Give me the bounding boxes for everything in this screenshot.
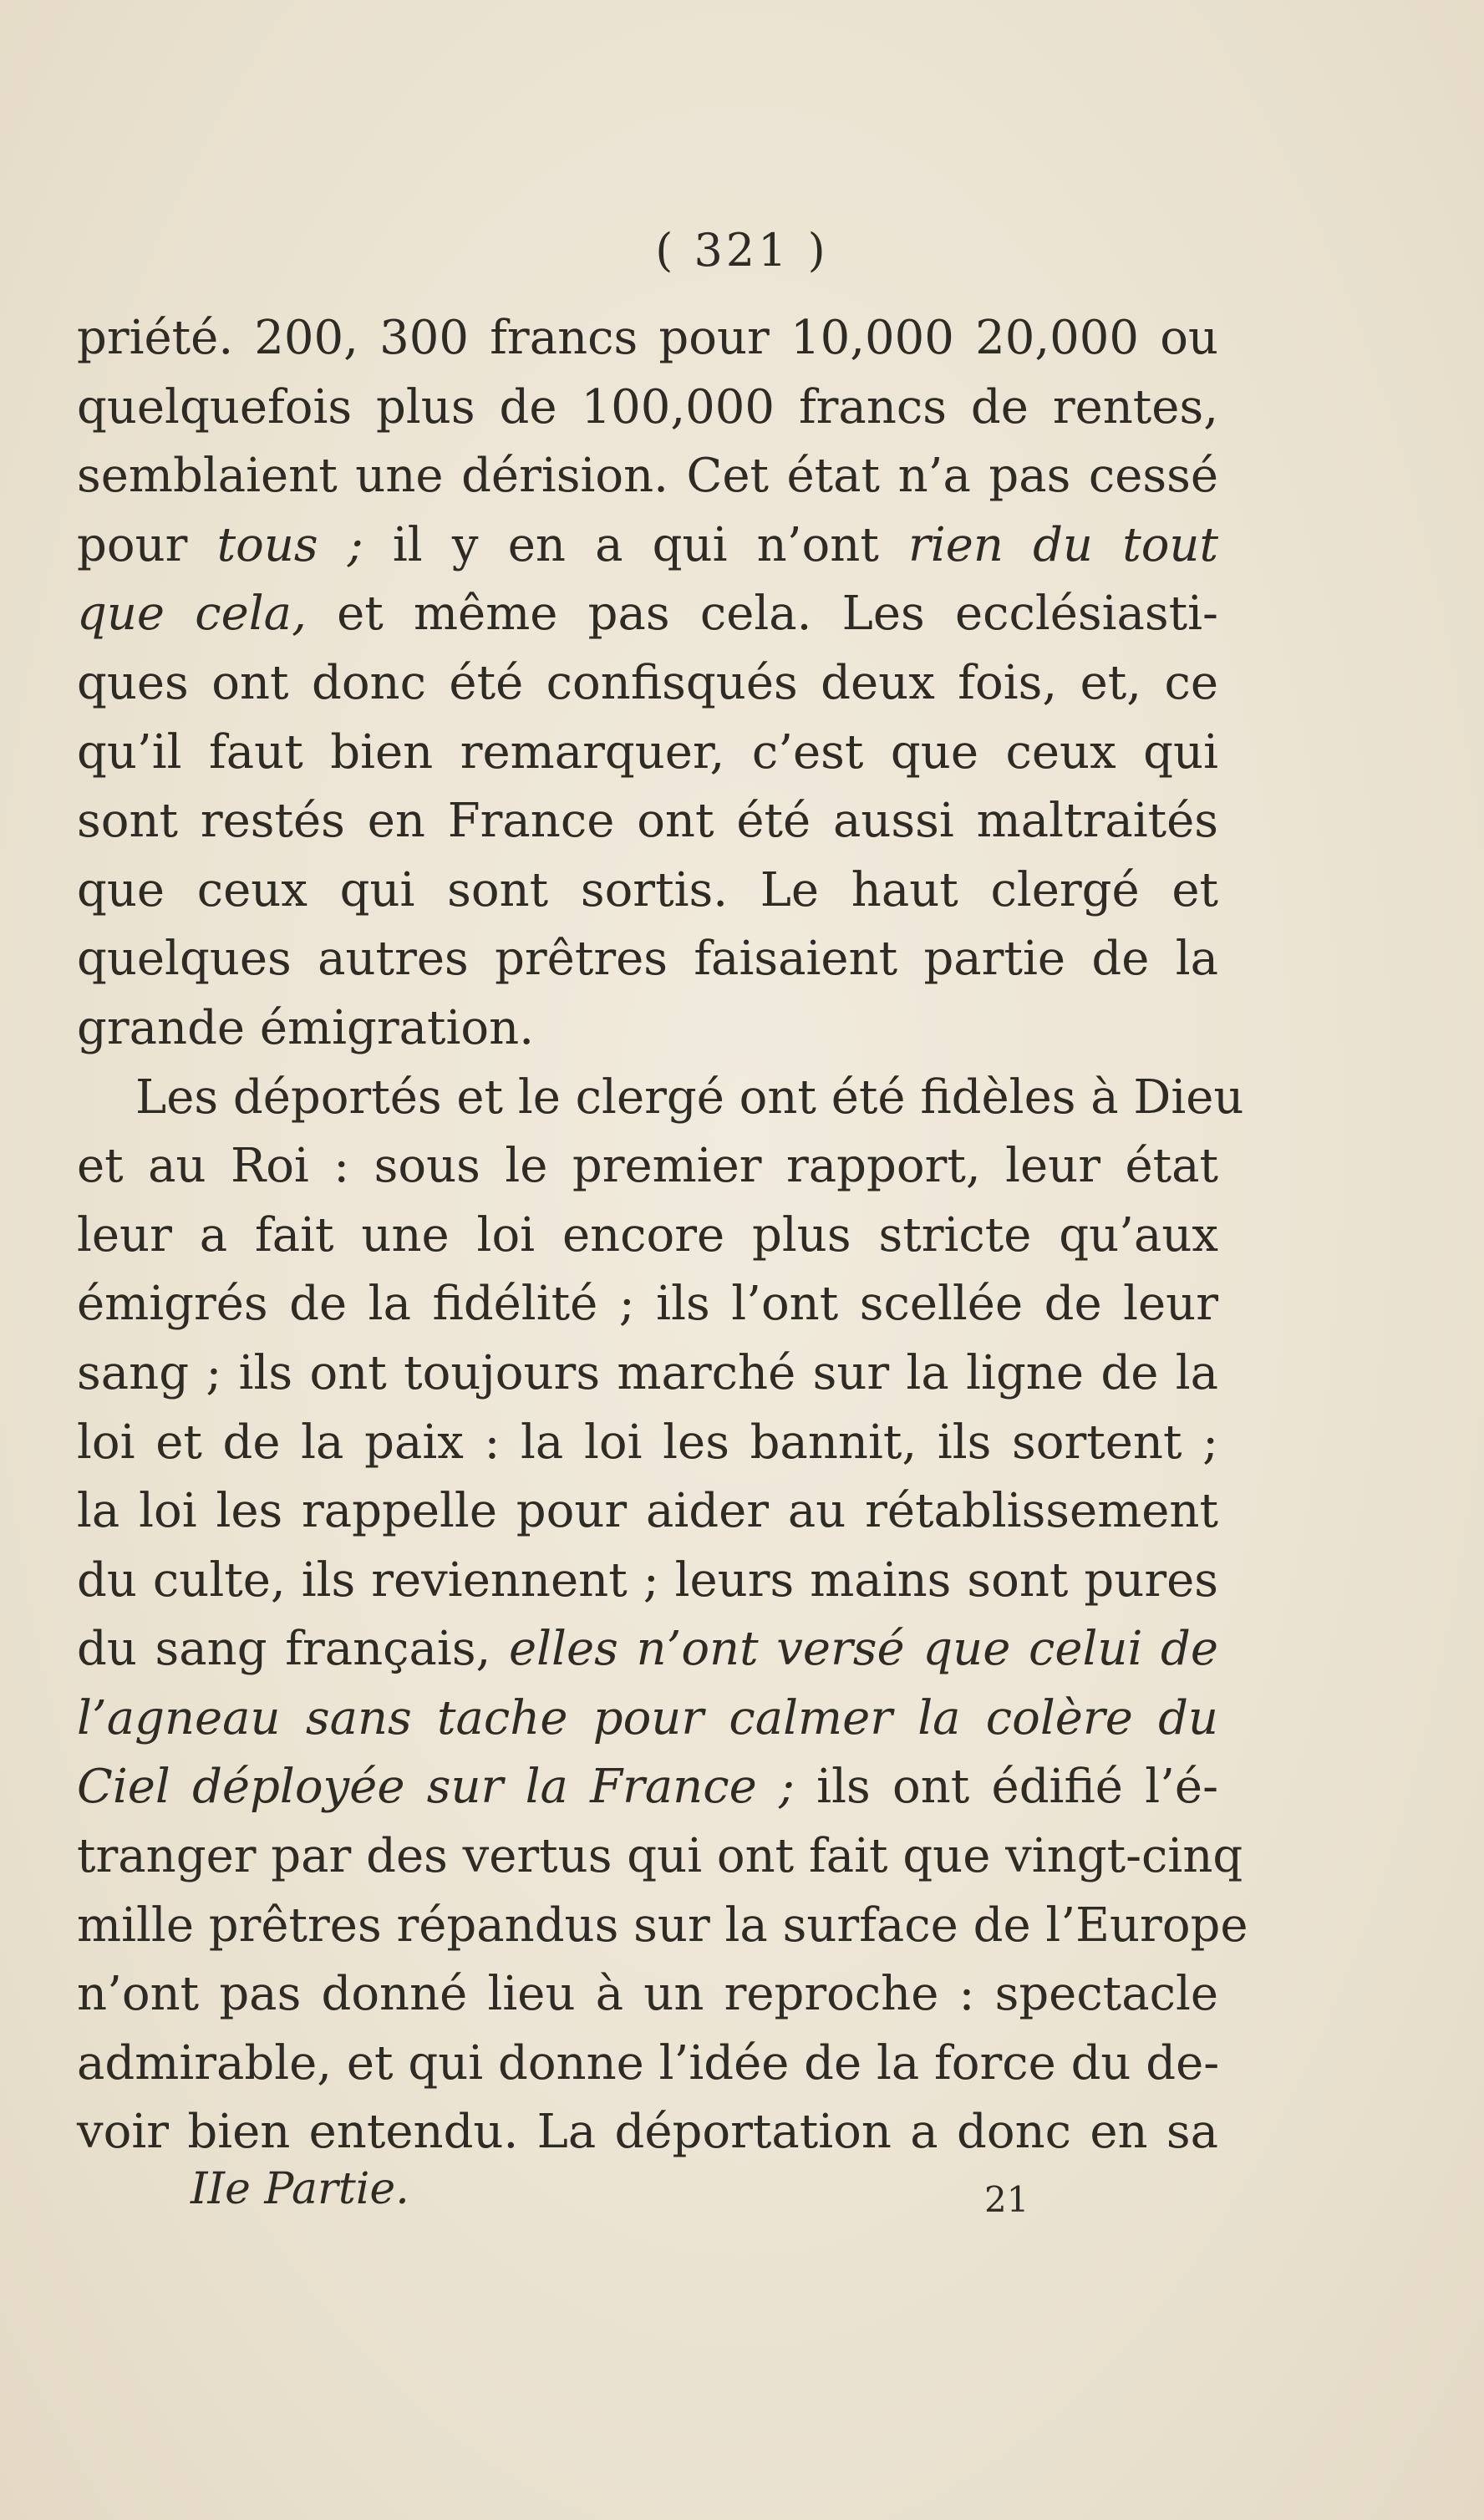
text-line: [77, 304, 1218, 373]
text-line: [77, 2030, 1218, 2099]
text-line: [77, 1547, 1218, 1616]
text-run: sang ; ils ont toujours marché sur la ligne de la: [77, 1345, 1218, 1400]
text-run: du sang français,: [77, 1622, 509, 1677]
text-line: [77, 994, 1218, 1064]
text-run: émigrés de la fidélité ; ils l’ont scellée de leur: [77, 1277, 1218, 1332]
text-run: mille prêtres répandus sur la surface de l’Europe: [77, 1898, 1248, 1953]
text-run: quelques autres prêtres faisaient partie de la: [77, 932, 1218, 987]
text-line: [77, 1684, 1218, 1754]
signature-mark: 21: [984, 2179, 1029, 2220]
text-run: n’ont pas donné lieu à un reproche : spectacle: [77, 1967, 1218, 2022]
text-run: ques ont donc été confisqués deux fois, et, ce: [77, 655, 1218, 710]
text-run: qu’il faut bien remarquer, c’est que ceux qui: [77, 724, 1218, 780]
page-number: ( 321 ): [655, 224, 829, 277]
text-line: [77, 649, 1218, 719]
text-line: [77, 719, 1218, 788]
text-run: priété. 200, 300 francs pour 10,000 20,000 ou: [77, 311, 1218, 365]
text-line: [77, 442, 1218, 511]
text-run: leur a fait une loi encore plus stricte qu’aux: [77, 1207, 1218, 1263]
text-run: ils ont édifié l’é-: [794, 1760, 1218, 1815]
text-run: sont restés en France ont été aussi maltraités: [77, 794, 1218, 849]
text-line: [77, 1270, 1218, 1339]
text-run: quelquefois plus de 100,000 francs de rentes,: [77, 379, 1218, 434]
text-line: [77, 2098, 1218, 2167]
text-run: grande émigration.: [77, 1000, 535, 1055]
text-run: que ceux qui sont sortis. Le haut clergé et: [77, 862, 1218, 917]
italic-text: l’agneau sans tache pour calmer la colère du: [77, 1690, 1218, 1745]
part-label: IIe Partie.: [191, 2164, 409, 2214]
text-run: du culte, ils reviennent ; leurs mains sont pures: [77, 1552, 1218, 1608]
italic-text: rien du tout: [908, 517, 1218, 572]
text-run: il y en a qui n’ont: [363, 517, 909, 572]
text-line: [77, 373, 1218, 443]
text-line: [77, 925, 1218, 994]
text-run: semblaient une dérision. Cet état n’a pas cessé: [77, 449, 1218, 504]
body-text: [77, 304, 1248, 2167]
text-run: Les déportés et le clergé ont été fidèles à Dieu: [135, 1069, 1244, 1125]
text-line: [77, 1064, 1244, 1133]
text-line: [77, 1615, 1218, 1684]
text-line: [77, 1477, 1218, 1547]
text-line: [77, 1892, 1248, 1961]
text-line: [77, 1202, 1218, 1271]
text-run: pour: [77, 517, 217, 572]
text-run: et même pas cela. Les ecclésiasti-: [306, 587, 1218, 642]
italic-text: Ciel déployée sur la France ;: [77, 1760, 795, 1815]
italic-text: elles n’ont versé que celui de: [509, 1622, 1218, 1677]
text-line: [77, 787, 1218, 856]
text-line: [77, 1822, 1243, 1892]
text-run: admirable, et qui donne l’idée de la force du de-: [77, 2035, 1220, 2091]
text-line: [77, 1339, 1218, 1409]
text-run: tranger par des vertus qui ont fait que vingt-cinq: [77, 1829, 1243, 1884]
text-run: la loi les rappelle pour aider au rétablissement: [77, 1484, 1218, 1539]
page-footer: [0, 2164, 1484, 2231]
text-run: et au Roi : sous le premier rapport, leur état: [77, 1139, 1218, 1194]
text-line: [77, 1409, 1218, 1478]
text-line: [77, 1132, 1218, 1202]
text-line: [77, 511, 1218, 581]
text-line: [77, 1960, 1218, 2030]
text-line: [77, 1753, 1218, 1822]
text-run: voir bien entendu. La déportation a donc en sa: [77, 2105, 1218, 2160]
text-line: [77, 856, 1218, 926]
italic-text: tous ;: [216, 517, 363, 572]
text-run: loi et de la paix : la loi les bannit, ils sortent ;: [77, 1415, 1218, 1470]
italic-text: que cela,: [77, 587, 307, 642]
text-line: [77, 580, 1218, 649]
